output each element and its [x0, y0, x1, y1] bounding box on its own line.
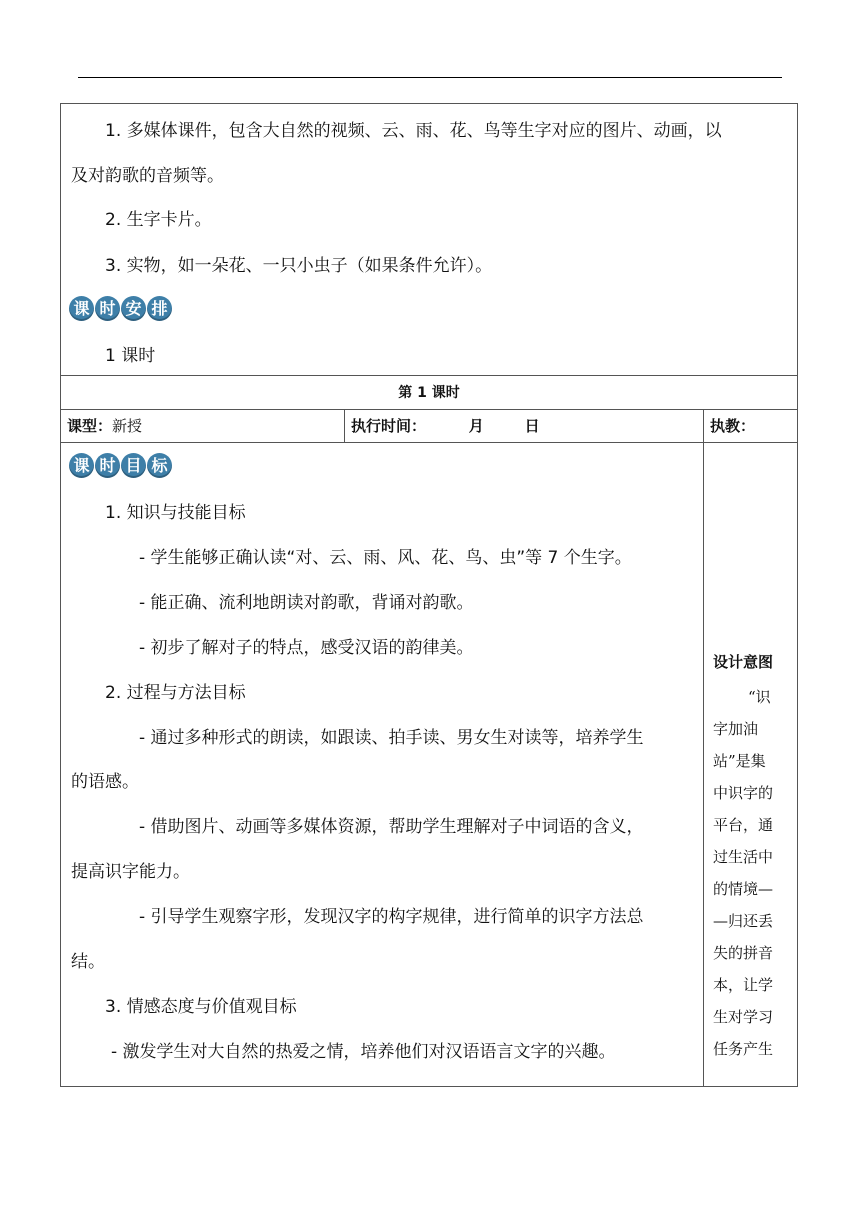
design-heading: 设计意图 [713, 653, 774, 671]
design-line: 本，让学 [713, 976, 774, 994]
lesson-title: 第 1 课时 [398, 385, 460, 401]
goal-heading-3: 3. 情感态度与价值观目标 [105, 997, 297, 1017]
type-cell [61, 410, 345, 442]
goal-item: - 激发学生对大自然的热爱之情，培养他们对汉语语言文字的兴趣。 [111, 1042, 616, 1062]
design-line: 平台，通 [713, 816, 774, 834]
design-line: 站”是集 [713, 752, 766, 770]
goal-heading-1: 1. 知识与技能目标 [105, 503, 246, 523]
month-label: 月 [468, 417, 484, 435]
goal-item: - 借助图片、动画等多媒体资源，帮助学生理解对子中词语的含义， [139, 817, 644, 837]
badge-char: 时 [95, 453, 120, 478]
badge-char: 课 [69, 296, 94, 321]
badge-char: 时 [95, 296, 120, 321]
teacher-label: 执教： [710, 417, 756, 435]
design-line: 的情境— [713, 880, 774, 898]
day-label: 日 [524, 417, 540, 435]
goal-item-cont: 提高识字能力。 [71, 862, 190, 882]
lesson-title-row [61, 376, 797, 410]
goal-item-cont: 的语感。 [71, 772, 139, 792]
schedule-badge [69, 296, 172, 321]
lesson-plan-table [60, 103, 798, 1087]
materials-line-4: 3. 实物，如一朵花、一只小虫子（如果条件允许）。 [105, 256, 493, 276]
materials-line-2: 及对韵歌的音频等。 [71, 166, 224, 186]
header-rule [78, 77, 782, 78]
materials-line-3: 2. 生字卡片。 [105, 210, 212, 230]
design-line: “识 [748, 688, 771, 706]
design-line: 中识字的 [713, 784, 774, 802]
design-line: 任务产生 [713, 1040, 774, 1058]
goals-section [61, 443, 704, 1086]
type-value: 新授 [112, 417, 143, 435]
design-line: 生对学习 [713, 1008, 774, 1026]
teacher-cell [704, 410, 797, 442]
materials-section [61, 104, 797, 376]
goals-row [61, 443, 797, 1086]
design-line: 过生活中 [713, 848, 774, 866]
time-cell [345, 410, 704, 442]
design-intent-section [704, 443, 797, 1086]
goal-item: - 初步了解对子的特点，感受汉语的韵律美。 [139, 638, 474, 658]
goal-item: - 引导学生观察字形，发现汉字的构字规律，进行简单的识字方法总 [139, 907, 644, 927]
schedule-text: 1 课时 [105, 346, 156, 366]
design-line: —归还丢 [713, 912, 774, 930]
info-row [61, 410, 797, 443]
design-line: 字加油 [713, 720, 759, 738]
badge-char: 课 [69, 453, 94, 478]
badge-char: 排 [147, 296, 172, 321]
goal-item-cont: 结。 [71, 952, 105, 972]
badge-char: 安 [121, 296, 146, 321]
goal-heading-2: 2. 过程与方法目标 [105, 683, 246, 703]
goal-item: - 能正确、流利地朗读对韵歌，背诵对韵歌。 [139, 593, 474, 613]
badge-char: 目 [121, 453, 146, 478]
materials-line-1: 1. 多媒体课件，包含大自然的视频、云、雨、花、鸟等生字对应的图片、动画，以 [105, 121, 722, 141]
type-label: 课型： [67, 417, 113, 435]
time-label: 执行时间： [351, 417, 427, 435]
goals-badge [69, 453, 172, 478]
design-line: 失的拼音 [713, 944, 774, 962]
goal-item: - 学生能够正确认读“对、云、雨、风、花、鸟、虫”等 7 个生字。 [139, 548, 632, 568]
goal-item: - 通过多种形式的朗读，如跟读、拍手读、男女生对读等，培养学生 [139, 728, 644, 748]
badge-char: 标 [147, 453, 172, 478]
